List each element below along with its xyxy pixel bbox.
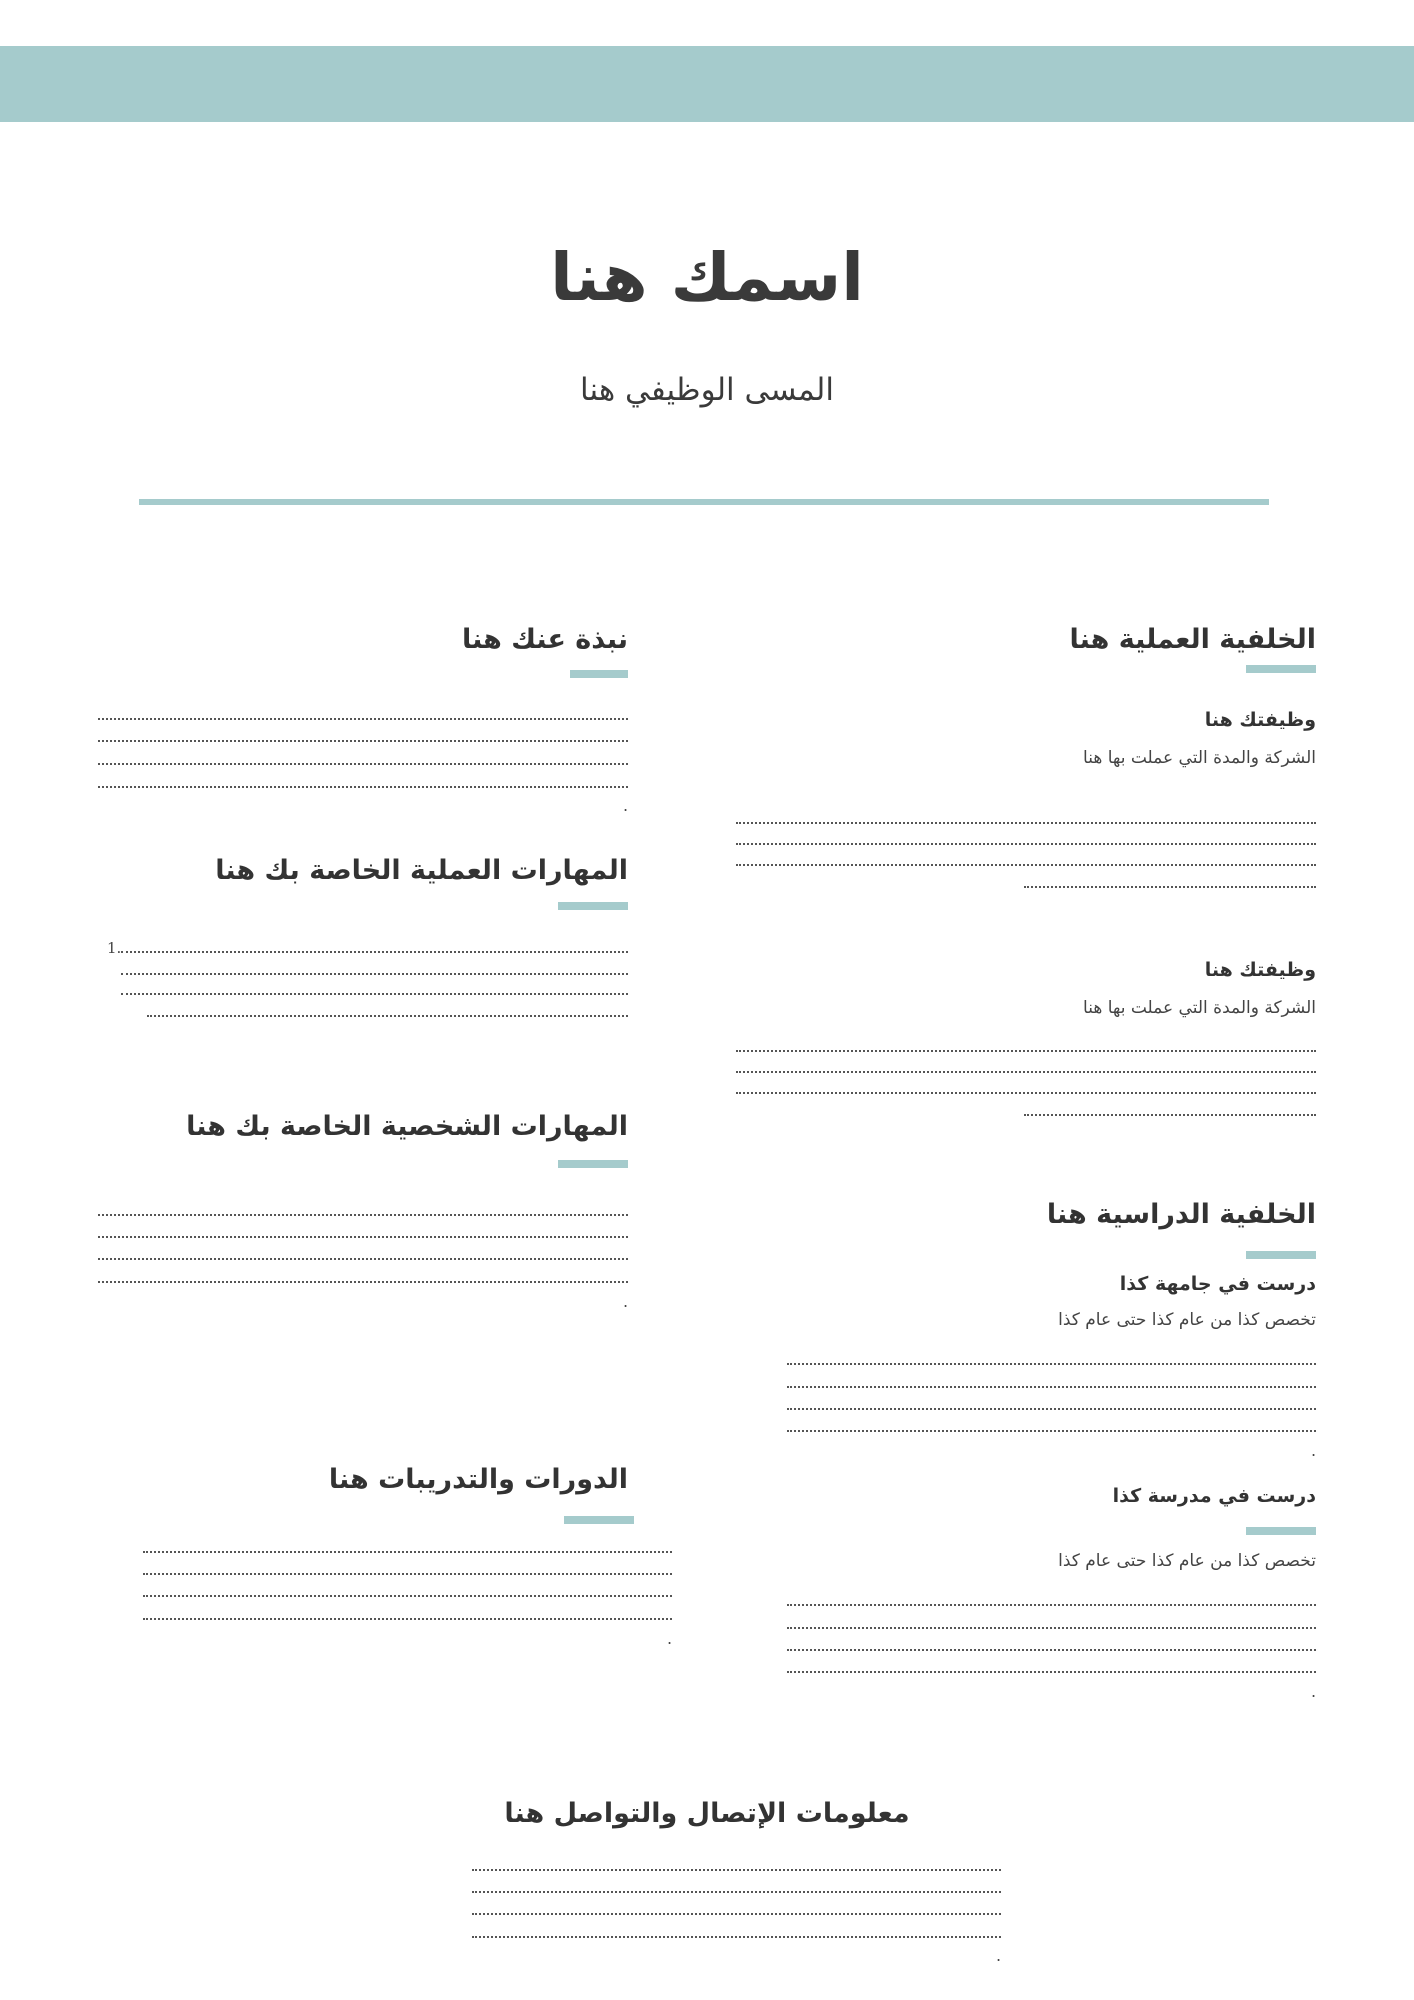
education-title-1: درست في جامهة كذا xyxy=(1119,1273,1316,1295)
placeholder-line xyxy=(143,1618,672,1620)
placeholder-line xyxy=(787,1671,1316,1673)
placeholder-line xyxy=(98,1281,628,1283)
education-entry-accent-bar xyxy=(1246,1527,1316,1535)
education-heading: الخلفية الدراسية هنا xyxy=(1046,1199,1316,1230)
placeholder-line xyxy=(787,1408,1316,1410)
placeholder-line xyxy=(787,1363,1316,1365)
placeholder-line xyxy=(98,763,628,765)
placeholder-line xyxy=(472,1891,1001,1893)
placeholder-line xyxy=(736,1071,1316,1073)
placeholder-line xyxy=(121,993,628,995)
job-company-2: الشركة والمدة التي عملت بها هنا xyxy=(1083,998,1316,1018)
placeholder-line xyxy=(143,1595,672,1597)
placeholder-line xyxy=(787,1627,1316,1629)
placeholder-line xyxy=(472,1936,1001,1938)
placeholder-line xyxy=(787,1386,1316,1388)
placeholder-period: . xyxy=(996,1946,1002,1965)
placeholder-line xyxy=(121,951,628,953)
placeholder-line xyxy=(787,1604,1316,1606)
job-company-1: الشركة والمدة التي عملت بها هنا xyxy=(1083,748,1316,768)
education-detail-1: تخصص كذا من عام كذا حتى عام كذا xyxy=(1058,1310,1316,1330)
practical-skills-accent-bar xyxy=(558,902,628,910)
placeholder-line xyxy=(472,1913,1001,1915)
education-detail-2: تخصص كذا من عام كذا حتى عام كذا xyxy=(1058,1551,1316,1571)
header-divider xyxy=(139,499,1269,505)
practical-skills-heading: المهارات العملية الخاصة بك هنا xyxy=(215,855,628,886)
placeholder-line xyxy=(98,786,628,788)
placeholder-line xyxy=(736,1050,1316,1052)
contact-heading: معلومات الإتصال والتواصل هنا xyxy=(504,1798,910,1829)
placeholder-period: . xyxy=(1311,1441,1317,1460)
placeholder-line xyxy=(787,1649,1316,1651)
placeholder-line xyxy=(98,1236,628,1238)
placeholder-line xyxy=(143,1551,672,1553)
placeholder-line xyxy=(98,1258,628,1260)
placeholder-line xyxy=(736,864,1316,866)
education-accent-bar xyxy=(1246,1251,1316,1259)
placeholder-period: . xyxy=(667,1629,673,1648)
placeholder-line xyxy=(736,843,1316,845)
placeholder-period: . xyxy=(623,1292,629,1311)
courses-heading: الدورات والتدريبات هنا xyxy=(328,1464,628,1495)
placeholder-period: . xyxy=(1311,1682,1317,1701)
placeholder-line xyxy=(787,1430,1316,1432)
placeholder-line xyxy=(143,1573,672,1575)
experience-accent-bar xyxy=(1246,665,1316,673)
personal-skills-heading: المهارات الشخصية الخاصة بك هنا xyxy=(186,1111,628,1142)
placeholder-line xyxy=(1024,886,1316,888)
placeholder-period: . xyxy=(623,796,629,815)
placeholder-line xyxy=(121,973,628,975)
about-accent-bar xyxy=(570,670,628,678)
about-heading: نبذة عنك هنا xyxy=(462,624,628,655)
placeholder-line xyxy=(1024,1114,1316,1116)
placeholder-line xyxy=(736,822,1316,824)
placeholder-line xyxy=(736,1092,1316,1094)
job-title: المسى الوظيفي هنا xyxy=(580,372,834,408)
education-title-2: درست في مدرسة كذا xyxy=(1112,1485,1316,1507)
top-color-band xyxy=(0,46,1414,122)
placeholder-line xyxy=(98,1214,628,1216)
courses-accent-bar xyxy=(564,1516,634,1524)
placeholder-line xyxy=(472,1869,1001,1871)
personal-skills-accent-bar xyxy=(558,1160,628,1168)
list-marker: 1. xyxy=(107,939,122,957)
job-title-1: وظيفتك هنا xyxy=(1204,709,1316,731)
experience-heading: الخلفية العملية هنا xyxy=(1069,624,1316,655)
placeholder-line xyxy=(98,718,628,720)
candidate-name: اسمك هنا xyxy=(550,239,864,316)
job-title-2: وظيفتك هنا xyxy=(1204,959,1316,981)
placeholder-line xyxy=(147,1015,628,1017)
placeholder-line xyxy=(98,740,628,742)
